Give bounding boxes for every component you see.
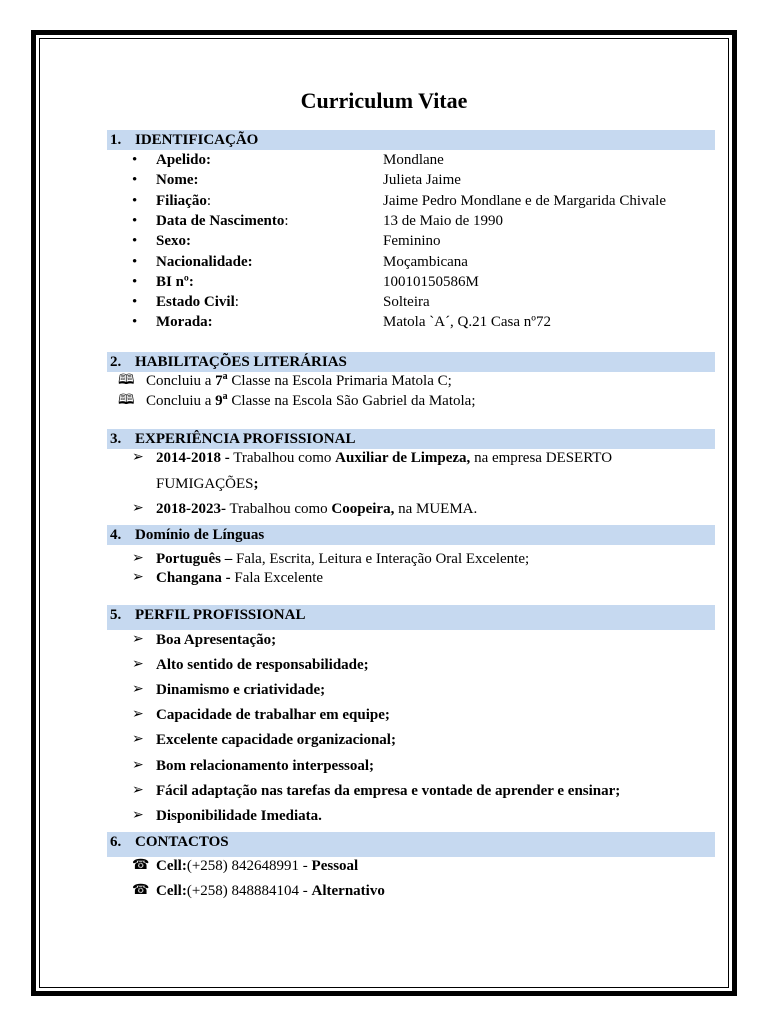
arrow-icon: ➢ xyxy=(132,807,144,823)
field-label: Morada: xyxy=(156,314,213,331)
field-value: Julieta Jaime xyxy=(383,172,461,189)
bullet-icon: • xyxy=(132,314,138,331)
bullet-icon: • xyxy=(132,152,138,168)
document-title: Curriculum Vitae xyxy=(300,88,468,113)
arrow-icon: ➢ xyxy=(132,570,144,585)
section-header-perfil: 5. PERFIL PROFISSIONAL xyxy=(107,605,715,630)
field-label: Sexo: xyxy=(156,233,191,250)
field-label: Data de Nascimento: xyxy=(156,212,289,229)
bullet-icon: • xyxy=(132,233,138,250)
field-value: Jaime Pedro Mondlane e de Margarida Chivale xyxy=(383,192,666,209)
bullet-icon: • xyxy=(132,273,138,290)
field-value: Mondlane xyxy=(383,152,444,168)
book-icon: 🕮 xyxy=(118,393,135,408)
phone-icon: ☎ xyxy=(132,858,150,873)
arrow-icon: ➢ xyxy=(132,551,144,566)
section-header-linguas: 4. Domínio de Línguas xyxy=(107,525,715,545)
book-icon: 🕮 xyxy=(118,373,135,388)
field-value: Solteira xyxy=(383,294,430,311)
section-header-contactos: 6. CONTACTOS xyxy=(107,832,715,857)
field-value: 13 de Maio de 1990 xyxy=(383,212,503,229)
arrow-icon: ➢ xyxy=(132,757,144,773)
bullet-icon: • xyxy=(132,253,138,270)
arrow-icon: ➢ xyxy=(132,782,144,798)
section-header-experiencia: 3. EXPERIÊNCIA PROFISSIONAL xyxy=(107,429,715,449)
arrow-icon: ➢ xyxy=(132,732,144,748)
field-value: Matola `A´, Q.21 Casa nº72 xyxy=(383,314,551,331)
arrow-icon: ➢ xyxy=(132,657,144,673)
field-label: Apelido: xyxy=(156,152,212,168)
section-header-identificacao: 1. IDENTIFICAÇÃO xyxy=(107,130,715,150)
arrow-icon: ➢ xyxy=(132,632,144,647)
field-value: 10010150586M xyxy=(383,273,479,290)
arrow-icon: ➢ xyxy=(132,501,144,516)
phone-icon: ☎ xyxy=(132,883,150,898)
field-value: Feminino xyxy=(383,233,441,250)
bullet-icon: • xyxy=(132,212,138,229)
section-header-habilitacoes: 2. HABILITAÇÕES LITERÁRIAS xyxy=(107,352,715,372)
bullet-icon: • xyxy=(132,294,138,311)
arrow-icon: ➢ xyxy=(132,682,144,698)
field-label: Filiação: xyxy=(156,192,211,209)
field-label: Estado Civil: xyxy=(156,294,239,311)
field-label: Nome: xyxy=(156,172,199,189)
bullet-icon: • xyxy=(132,172,138,189)
field-label: BI nº: xyxy=(156,273,194,290)
field-label: Nacionalidade: xyxy=(156,253,253,270)
arrow-icon: ➢ xyxy=(132,450,144,465)
bullet-icon: • xyxy=(132,192,138,209)
field-value: Moçambicana xyxy=(383,253,468,270)
arrow-icon: ➢ xyxy=(132,707,144,723)
